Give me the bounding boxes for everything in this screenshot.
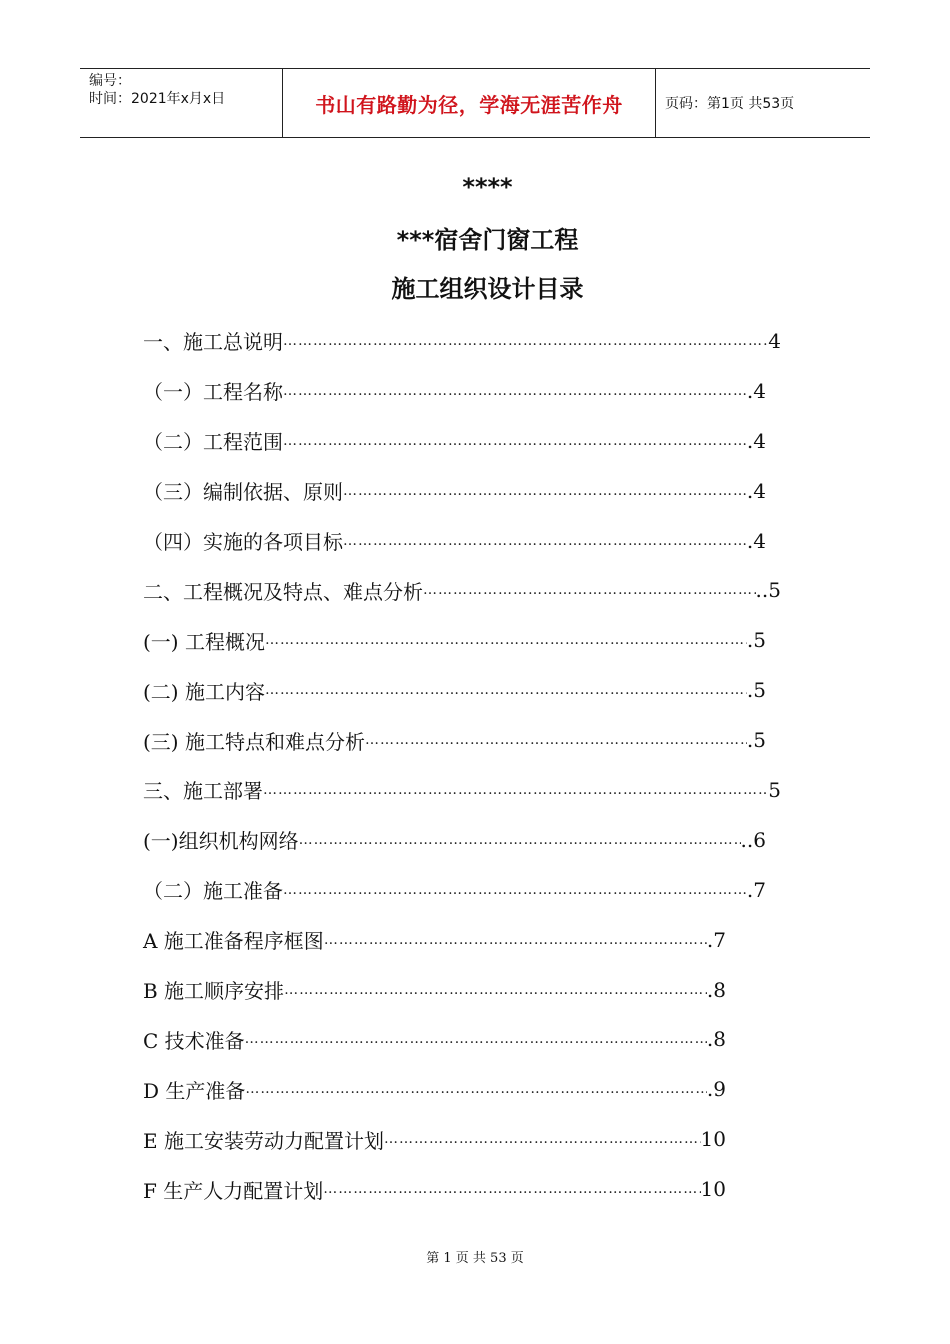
toc-entry-page: ..6 [740, 827, 766, 852]
toc-leader-dots [283, 433, 747, 449]
header-motto: 书山有路勤为径，学海无涯苦作舟 [283, 69, 656, 137]
toc-leader-dots [283, 882, 747, 898]
toc-entry-page: .8 [706, 1027, 726, 1052]
toc-entry[interactable] [143, 565, 781, 615]
toc-entry-page: .4 [746, 478, 766, 503]
toc-leader-dots [343, 533, 747, 549]
doc-title-project: ***宿舍门窗工程 [396, 226, 579, 254]
header-page-info: 页码：第1页 共53页 [665, 96, 795, 112]
toc-entry-label: A 施工准备程序框图 [143, 929, 324, 954]
toc-entry-page: .7 [706, 927, 726, 952]
toc-entry[interactable] [143, 316, 781, 366]
toc-leader-dots [265, 682, 747, 698]
toc-entry-label: 二、工程概况及特点、难点分析 [143, 579, 423, 604]
toc-entry-label: （二）施工准备 [143, 879, 283, 904]
toc-entry-label: (三) 施工特点和难点分析 [143, 729, 365, 754]
toc-entry-label: 三、施工部署 [143, 779, 263, 804]
toc-entry[interactable] [143, 965, 726, 1015]
toc-entry-page: .4 [746, 528, 766, 553]
toc-leader-dots [423, 582, 756, 598]
toc-leader-dots [384, 1131, 701, 1147]
toc-entry-label: F 生产人力配置计划 [143, 1178, 324, 1203]
toc-entry-page: .9 [706, 1077, 726, 1102]
toc-entry[interactable] [143, 815, 766, 865]
toc-entry-page: .8 [706, 977, 726, 1002]
header-meta [80, 69, 283, 137]
toc-entry[interactable] [143, 1064, 726, 1114]
doc-title-stars: **** [462, 173, 513, 201]
toc-entry-label: B 施工顺序安排 [143, 979, 285, 1004]
toc-leader-dots [245, 1081, 707, 1097]
table-of-contents [143, 316, 793, 1214]
toc-entry-label: 一、施工总说明 [143, 330, 283, 355]
toc-entry-page: 4 [768, 328, 781, 353]
toc-entry-page: .4 [746, 428, 766, 453]
toc-entry-label: D 生产准备 [143, 1078, 246, 1103]
toc-entry-label: （三）编制依据、原则 [143, 480, 343, 505]
toc-entry[interactable] [143, 516, 766, 566]
toc-leader-dots [245, 1031, 707, 1047]
toc-leader-dots [263, 782, 768, 798]
toc-entry-label: C 技术准备 [143, 1028, 245, 1053]
toc-entry[interactable] [143, 765, 781, 815]
toc-leader-dots [265, 632, 747, 648]
toc-entry-page: .5 [746, 678, 766, 703]
toc-entry-page: .4 [746, 378, 766, 403]
toc-entry-label: （二）工程范围 [143, 430, 283, 455]
page-header [80, 68, 870, 138]
number-label: 编号： [89, 73, 131, 89]
toc-entry[interactable] [143, 1014, 726, 1064]
toc-entry-label: (一) 工程概况 [143, 629, 265, 654]
toc-entry-label: （一）工程名称 [143, 380, 283, 405]
page-footer: 第 1 页 共 53 页 [426, 1251, 524, 1266]
toc-entry-label: (一)组织机构网络 [143, 829, 299, 854]
toc-entry-page: 10 [700, 1177, 726, 1202]
toc-entry[interactable] [143, 1164, 726, 1214]
toc-entry-page: ..5 [755, 578, 781, 603]
time-label: 时间：2021年x月x日 [89, 91, 226, 107]
toc-entry[interactable] [143, 665, 766, 715]
toc-entry[interactable] [143, 865, 766, 915]
toc-leader-dots [323, 1181, 700, 1197]
toc-entry-label: E 施工安装劳动力配置计划 [143, 1128, 384, 1153]
toc-entry[interactable] [143, 715, 766, 765]
toc-entry-page: .5 [746, 628, 766, 653]
toc-entry[interactable] [143, 416, 766, 466]
toc-leader-dots [324, 932, 707, 948]
toc-entry[interactable] [143, 915, 726, 965]
toc-entry-page: 5 [768, 777, 781, 802]
toc-entry[interactable] [143, 366, 766, 416]
toc-entry[interactable] [143, 1114, 726, 1164]
toc-leader-dots [365, 732, 747, 748]
toc-leader-dots [283, 333, 768, 349]
toc-entry-label: （四）实施的各项目标 [143, 530, 343, 554]
toc-leader-dots [284, 982, 707, 998]
toc-leader-dots [299, 832, 741, 848]
toc-entry-page: .5 [746, 728, 766, 753]
toc-entry[interactable] [143, 615, 766, 665]
toc-leader-dots [343, 483, 747, 499]
toc-entry-page: .7 [746, 877, 766, 902]
doc-title-toc: 施工组织设计目录 [391, 275, 584, 303]
toc-entry-page: 10 [700, 1127, 726, 1152]
toc-entry[interactable] [143, 466, 766, 516]
toc-leader-dots [283, 383, 747, 399]
toc-entry-label: (二) 施工内容 [143, 679, 265, 704]
